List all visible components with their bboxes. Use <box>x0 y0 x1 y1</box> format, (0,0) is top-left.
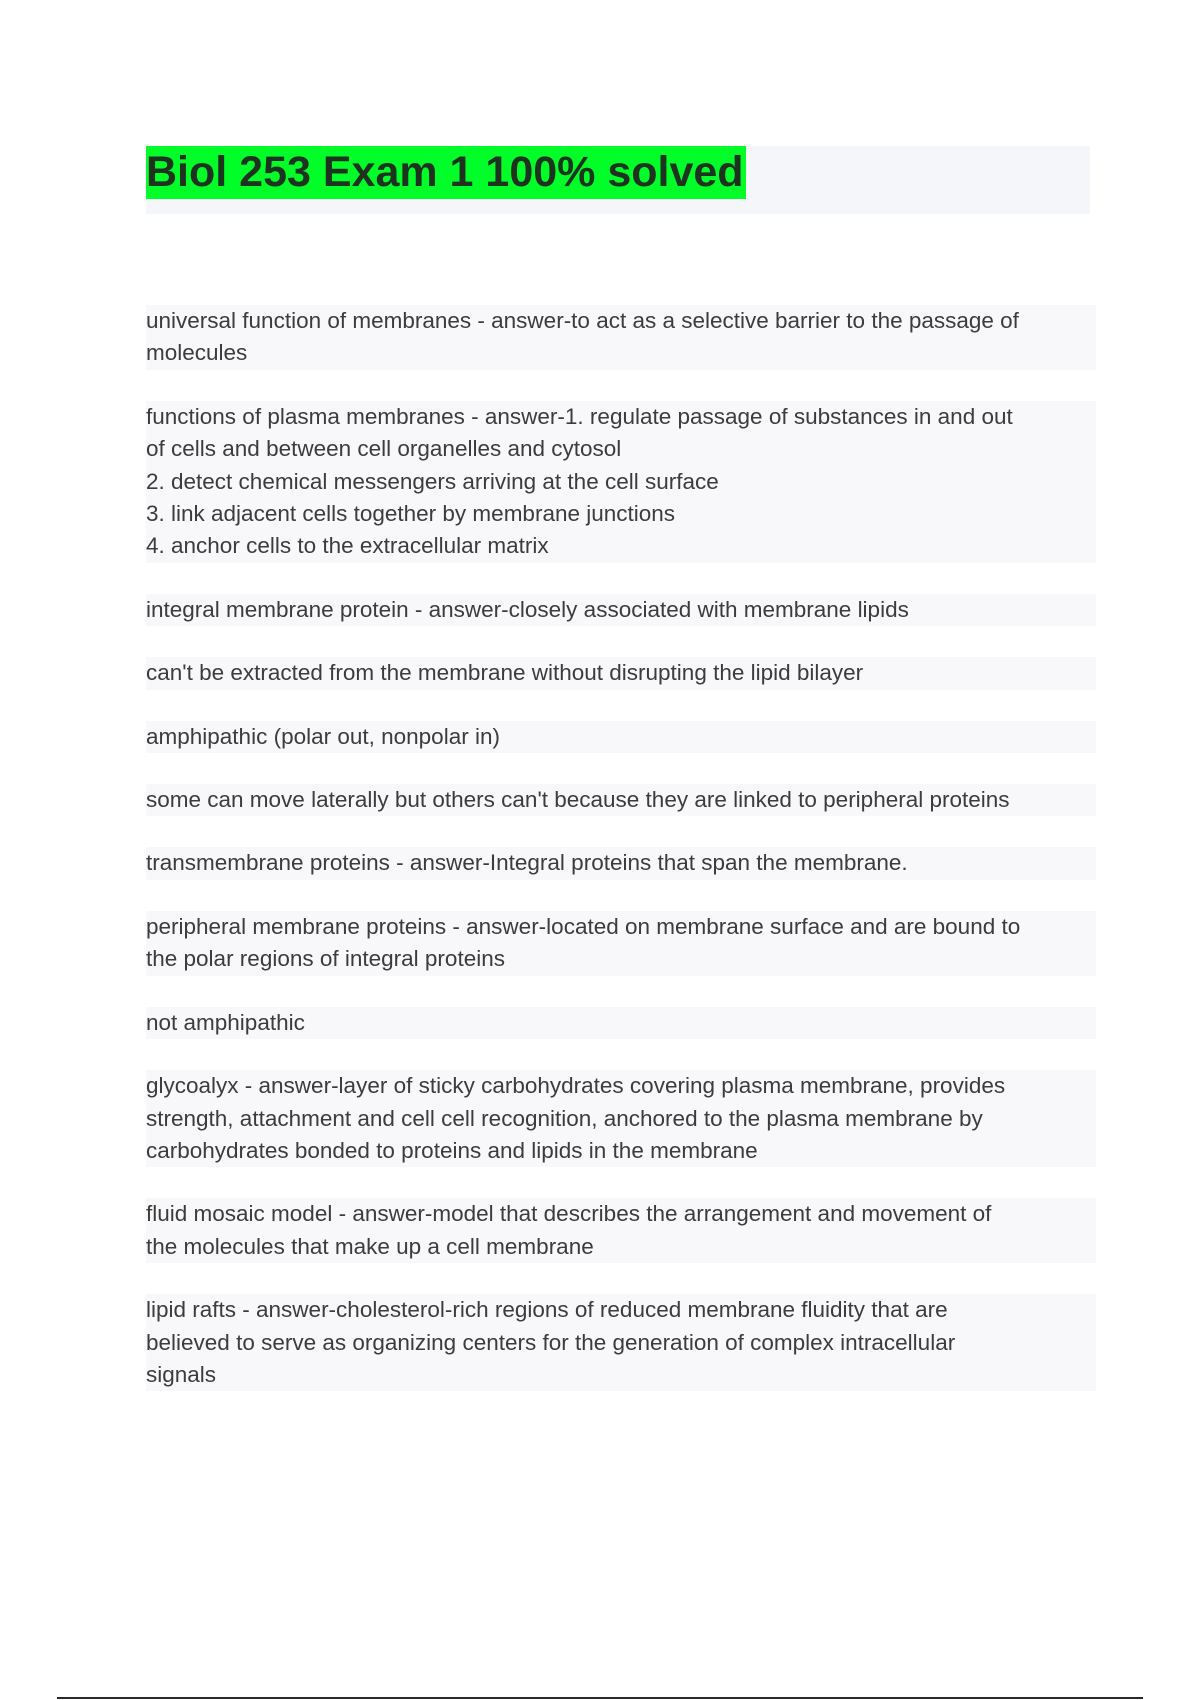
entry-line: 2. detect chemical messengers arriving at the cell surface <box>146 468 719 494</box>
entry-line: signals <box>146 1361 217 1387</box>
entry <box>146 1070 1096 1167</box>
entry-line: strength, attachment and cell cell recognition, anchored to the plasma membrane by <box>146 1105 983 1131</box>
entry-line: amphipathic (polar out, nonpolar in) <box>146 723 500 749</box>
entry-line: the polar regions of integral proteins <box>146 946 505 972</box>
entry <box>146 1198 1096 1263</box>
entry <box>146 401 1096 563</box>
entry-line: lipid rafts - answer-cholesterol-rich regions of reduced membrane fluidity that are <box>146 1297 948 1323</box>
entry-line: glycoalyx - answer-layer of sticky carbohydrates covering plasma membrane, provides <box>146 1073 1006 1099</box>
entry-line: the molecules that make up a cell membrane <box>146 1233 594 1259</box>
entry <box>146 1294 1096 1391</box>
entry-line: can't be extracted from the membrane without disrupting the lipid bilayer <box>146 660 864 686</box>
entry <box>146 911 1096 976</box>
entry-line: transmembrane proteins - answer-Integral proteins that span the membrane. <box>146 850 908 876</box>
entry-line: 4. anchor cells to the extracellular matrix <box>146 533 549 559</box>
entry <box>146 305 1096 370</box>
entry-line: functions of plasma membranes - answer-1. regulate passage of substances in and out <box>146 403 1013 429</box>
entry-line: some can move laterally but others can't because they are linked to peripheral proteins <box>146 787 1010 813</box>
entry-line: fluid mosaic model - answer-model that describes the arrangement and movement of <box>146 1201 992 1227</box>
entry <box>146 1007 1096 1039</box>
entry <box>146 847 1096 879</box>
entry-line: 3. link adjacent cells together by membrane junctions <box>146 501 676 527</box>
entry <box>146 594 1096 626</box>
entry <box>146 784 1096 816</box>
entry-line: carbohydrates bonded to proteins and lipids in the membrane <box>146 1137 758 1163</box>
entry-line: not amphipathic <box>146 1009 305 1035</box>
entry <box>146 721 1096 753</box>
entry-line: universal function of membranes - answer-to act as a selective barrier to the passage of <box>146 308 1019 333</box>
footer-divider <box>57 1697 1143 1699</box>
entry-line: of cells and between cell organelles and cytosol <box>146 436 622 462</box>
entry-line: molecules <box>146 340 248 366</box>
document-body <box>146 305 1096 1422</box>
document-title: Biol 253 Exam 1 100% solved <box>146 146 746 199</box>
entry <box>146 657 1096 689</box>
entry-line: believed to serve as organizing centers for the generation of complex intracellular <box>146 1329 956 1355</box>
entry-line: integral membrane protein - answer-closely associated with membrane lipids <box>146 596 909 622</box>
entry-line: peripheral membrane proteins - answer-located on membrane surface and are bound to <box>146 913 1021 939</box>
